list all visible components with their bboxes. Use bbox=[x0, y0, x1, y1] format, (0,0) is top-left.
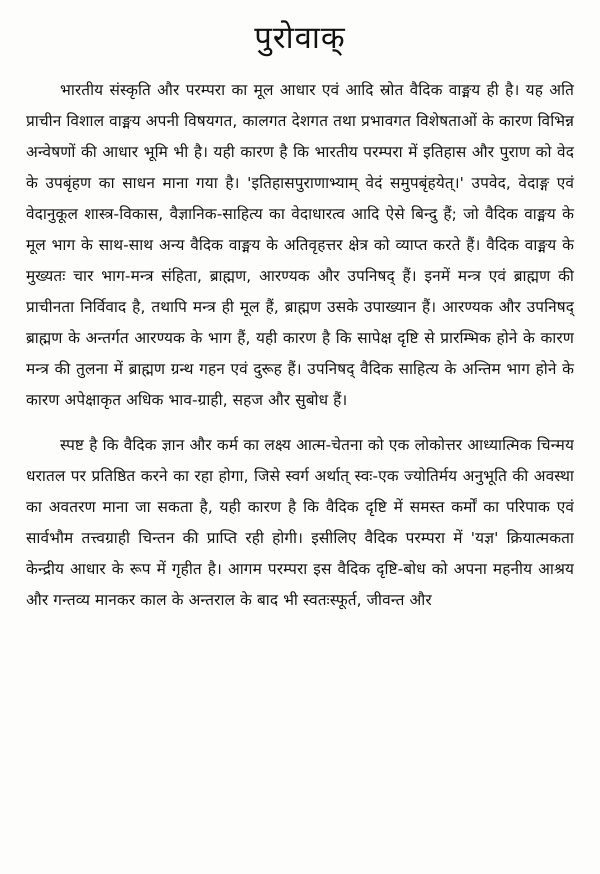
paragraph-1: भारतीय संस्कृति और परम्परा का मूल आधार एवं आदि स्रोत वैदिक वाङ्मय ही है। यह अति प्राचीन विशाल वाङ्मय अपनी विषयगत, कालगत देशगत तथा प्रभावगत विशेषताओं के कारण विभिन्न अन्वेषणों की आधार भूमि भी है। यही कारण है कि भारतीय परम्परा में इतिहास और पुराण को वेद के उपबृंहण का साधन माना गया है। 'इतिहासपुराणाभ्याम् वेदं समुपबृंहयेत्।' उपवेद, वेदाङ्ग एवं वेदानुकूल शास्त्र-विकास, वैज्ञानिक-साहित्य का वेदाधारत्व आदि ऐसे बिन्दु हैं; जो वैदिक वाङ्मय के मूल भाग के साथ-साथ अन्य वैदिक वाङ्मय के अतिवृहत्तर क्षेत्र को व्याप्त करते हैं। वैदिक वाङ्मय के मुख्यतः चार भाग-मन्त्र संहिता, ब्राह्मण, आरण्यक और उपनिषद् हैं। इनमें मन्त्र एवं ब्राह्मण की प्राचीनता निर्विवाद है, तथापि मन्त्र ही मूल हैं, ब्राह्मण उसके उपाख्यान हैं। आरण्यक और उपनिषद् ब्राह्मण के अन्तर्गत आरण्यक के भाग हैं, यही कारण है कि सापेक्ष दृष्टि से प्रारम्भिक होने के कारण मन्त्र की तुलना में ब्राह्मण ग्रन्थ गहन एवं दुरूह हैं। उपनिषद् वैदिक साहित्य के अन्तिम भाग होने के कारण अपेक्षाकृत अधिक भाव-ग्राही, सहज और सुबोध हैं। bbox=[26, 81, 574, 410]
paragraph-2: स्पष्ट है कि वैदिक ज्ञान और कर्म का लक्ष्य आत्म-चेतना को एक लोकोत्तर आध्यात्मिक चिन्मय धरातल पर प्रतिष्ठित करने का रहा होगा, जिसे स्वर्ग अर्थात् स्वः-एक ज्योतिर्मय अनुभूति की अवस्था का अवतरण माना जा सकता है, यही कारण है कि वैदिक दृष्टि में समस्त कर्मों का परिपाक एवं सार्वभौम तत्त्वग्राही चिन्तन की प्राप्ति रही होगी। इसीलिए वैदिक परम्परा में 'यज्ञ' क्रियात्मकता केन्द्रीय आधार के रूप में गृहीत है। आगम परम्परा इस वैदिक दृष्टि-बोध को अपना महनीय आश्रय और गन्तव्य मानकर काल के अन्तराल के बाद भी स्वतःस्फूर्त, जीवन्त और bbox=[26, 436, 574, 610]
page-title: पुरोवाक् bbox=[254, 20, 346, 56]
document-body bbox=[26, 75, 574, 616]
